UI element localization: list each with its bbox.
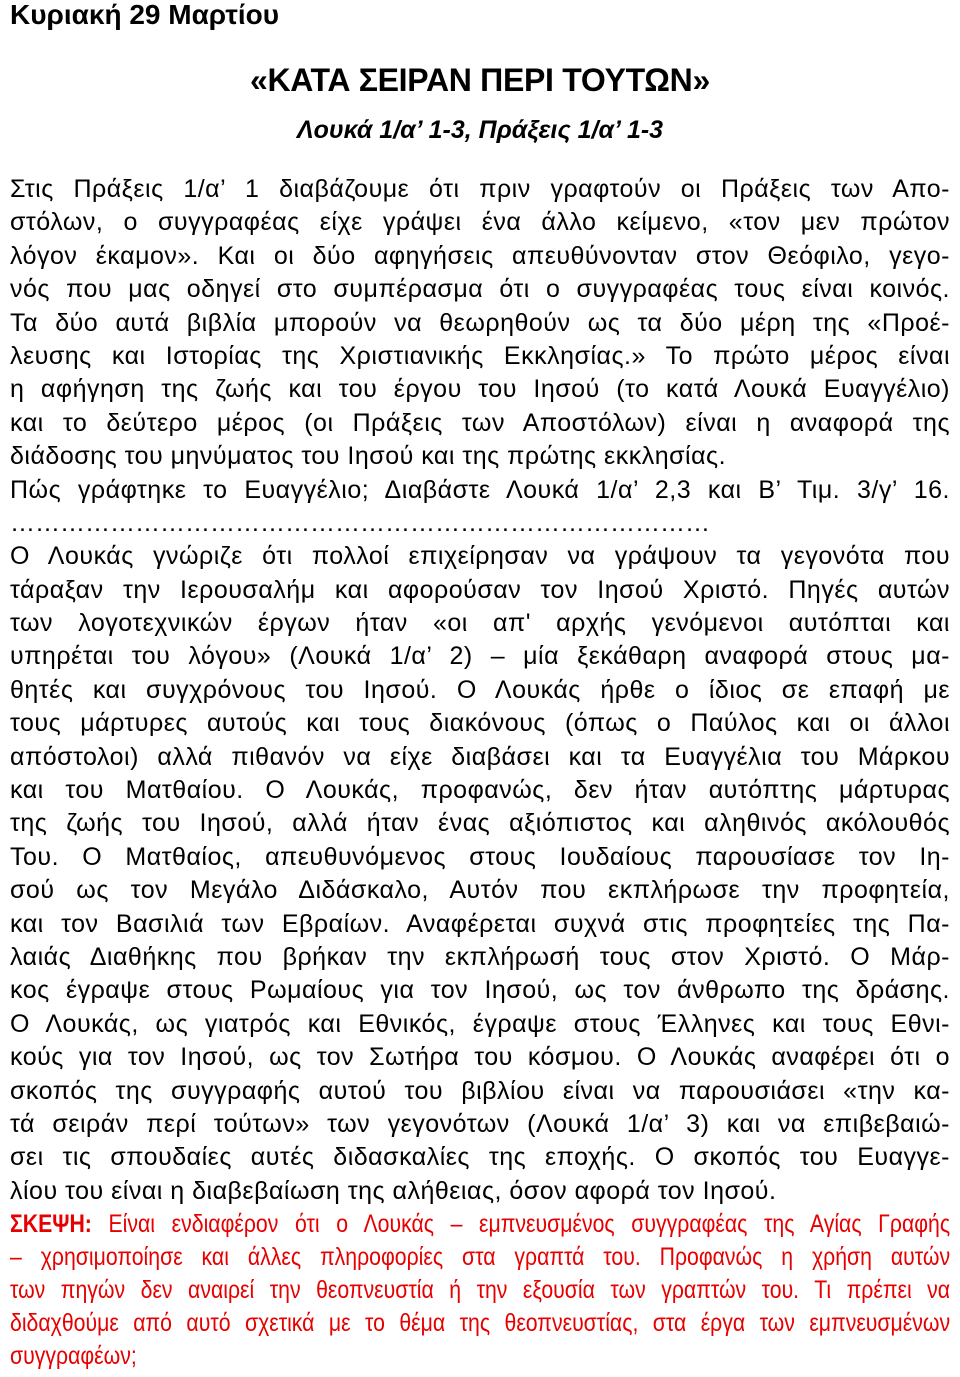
reflection-line <box>10 1307 950 1340</box>
main-paragraph <box>10 540 950 1208</box>
body-line: κούς για τον Ιησού, ως τον Σωτήρα του κόσμου. Ο Λουκάς αναφέρει ότι ο <box>10 1043 950 1072</box>
intro-line: Τα δύο αυτά βιβλία μπορούν να θεωρηθούν ως τα δύο μέρη της «Προέ- <box>10 308 950 337</box>
reflection-text: διδαχθούμε από αυτό σχετικά με το θέμα της θεοπνευστίας, στα έργα των εμπνευσμένων <box>10 1309 950 1338</box>
reflection-line <box>10 1340 950 1373</box>
body-line: τάραξαν την Ιερουσαλήμ και αφορούσαν τον Ιησού Χριστό. Πηγές αυτών <box>10 575 950 604</box>
intro-line: Πώς γράφτηκε το Ευαγγέλιο; Διαβάστε Λουκά 1/α’ 2,3 και Β’ Τιμ. 3/γ’ 16. <box>10 475 950 504</box>
date-heading: Κυριακή 29 Μαρτίου <box>10 0 280 30</box>
reflection-line <box>10 1208 950 1241</box>
intro-paragraph <box>10 173 950 507</box>
body-line: θητές και συγχρόνους του Ιησού. Ο Λουκάς ήρθε ο ίδιος σε επαφή με <box>10 675 950 704</box>
body-line: λαιάς Διαθήκης που βρήκαν την εκπλήρωσή τους στον Χριστό. Ο Μάρ- <box>10 942 950 971</box>
page-title: «ΚΑΤΑ ΣΕΙΡΑΝ ΠΕΡΙ ΤΟΥΤΩΝ» <box>250 62 710 98</box>
article-body <box>10 173 950 1373</box>
intro-line: νός που μας οδηγεί στο συμπέρασμα ότι ο συγγραφέας τους είναι κοινός. <box>10 275 950 304</box>
reflection-text: – χρησιμοποίησε και άλλες πληροφορίες στα γραπτά του. Προφανώς η χρήση αυτών <box>10 1243 950 1272</box>
body-line: κος έγραψε στους Ρωμαίους για τον Ιησού, ως τον άνθρωπο της δράσης. <box>10 976 950 1005</box>
body-line: σει τις σπουδαίες αυτές διδασκαλίες της εποχής. Ο σκοπός του Ευαγγε- <box>10 1143 950 1172</box>
reflection-label: ΣΚΕΨΗ: <box>10 1210 92 1239</box>
body-line: υπηρέται του λόγου» (Λουκά 1/α’ 2) – μία ξεκάθαρη αναφορά στους μα- <box>10 642 950 671</box>
reflection-text: συγγραφέων; <box>10 1342 137 1371</box>
reflection-line <box>10 1274 950 1307</box>
body-line: λίου του είναι η διαβεβαίωση της αλήθειας, όσον αφορά τον Ιησού. <box>10 1176 777 1205</box>
body-line: Ο Λουκάς γνώριζε ότι πολλοί επιχείρησαν να γράψουν τα γεγονότα που <box>10 542 950 571</box>
scripture-reference: Λουκά 1/α’ 1-3, Πράξεις 1/α’ 1-3 <box>296 116 664 144</box>
intro-line: Στις Πράξεις 1/α’ 1 διαβάζουμε ότι πριν γραφτούν οι Πράξεις των Απο- <box>10 175 950 203</box>
intro-line: στόλων, ο συγγραφέας είχε γράψει ένα άλλο κείμενο, «τον μεν πρώτον <box>10 208 950 237</box>
intro-line: διάδοσης του μηνύματος του Ιησού και της πρώτης εκκλησίας. <box>10 442 727 471</box>
intro-line: λόγον έκαμον». Και οι δύο αφηγήσεις απευθύνονταν στον Θεόφιλο, γεγο- <box>10 241 950 270</box>
body-line: Ο Λουκάς, ως γιατρός και Εθνικός, έγραψε στους Έλληνες και τους Εθνι- <box>10 1009 950 1038</box>
body-line: σκοπός της συγγραφής αυτού του βιβλίου είναι να παρουσιάσει «την κα- <box>10 1076 950 1105</box>
body-line: Του. Ο Ματθαίος, απευθυνόμενος στους Ιουδαίους παρουσίασε τον Ιη- <box>10 842 950 871</box>
body-line: των λογοτεχνικών έργων ήταν «οι απ' αρχής γενόμενοι αυτόπται και <box>10 609 950 638</box>
body-line: τά σειράν περί τούτων» των γεγονότων (Λουκά 1/α’ 3) και να επιβεβαιώ- <box>10 1109 950 1138</box>
reflection-text: Είναι ενδιαφέρον ότι ο Λουκάς – εμπνευσμένος συγγραφέας της Αγίας Γραφής <box>108 1210 950 1239</box>
reflection-line-text <box>10 1208 950 1241</box>
body-line: και τον Βασιλιά των Εβραίων. Αναφέρεται συχνά στις προφητείες της Πα- <box>10 909 950 938</box>
reflection-line <box>10 1241 950 1274</box>
body-line: της ζωής του Ιησού, αλλά ήταν ένας αξιόπιστος και αληθινός ακόλουθός <box>10 809 950 838</box>
intro-line: λευσης και Ιστορίας της Χριστιανικής Εκκλησίας.» Το πρώτο μέρος είναι <box>10 341 950 370</box>
body-line: και του Ματθαίου. Ο Λουκάς, προφανώς, δεν ήταν αυτόπτης μάρτυρας <box>10 776 950 805</box>
dotted-separator: ………………………………………………………………………… <box>10 508 710 537</box>
reflection-text: των πηγών δεν αναιρεί την θεοπνευστία ή την εξουσία των γραπτών του. Τι πρέπει να <box>10 1276 950 1305</box>
intro-line: η αφήγηση της ζωής και του έργου του Ιησού (το κατά Λουκά Ευαγγέλιο) <box>10 375 950 404</box>
reflection-block <box>10 1208 950 1373</box>
body-line: απόστολοι) αλλά πιθανόν να είχε διαβάσει και τα Ευαγγέλια του Μάρκου <box>10 742 950 771</box>
body-line: σού ως τον Μεγάλο Διδάσκαλο, Αυτόν που εκπλήρωσε την προφητεία, <box>10 876 950 905</box>
intro-line: και το δεύτερο μέρος (οι Πράξεις των Αποστόλων) είναι η αναφορά της <box>10 408 950 437</box>
body-line: τους μάρτυρες αυτούς και τους διακόνους (όπως ο Παύλος και οι άλλοι <box>10 709 950 738</box>
